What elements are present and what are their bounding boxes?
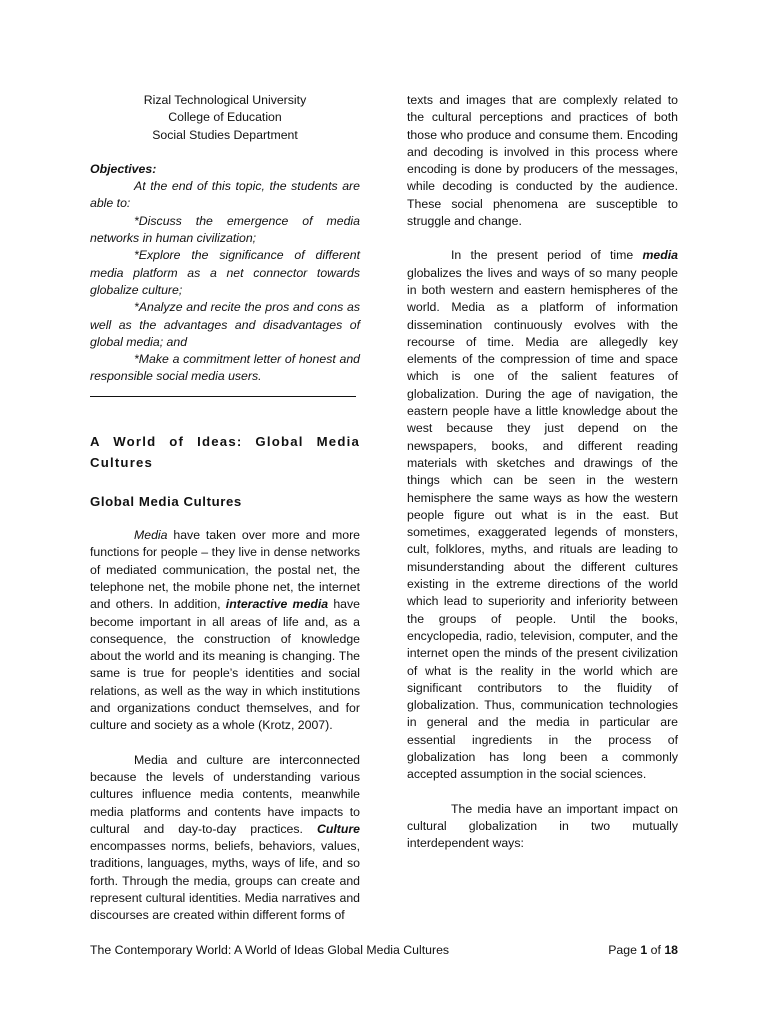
- objective-item: *Explore the significance of different media platform as a net connector towards globalize culture;: [90, 248, 360, 297]
- paragraph-culture-continued: texts and images that are complexly related to the cultural perceptions and practices of both those who produce and consume them. Encoding and decoding is involved in this process where encoding is done by producers of the messages, while decoding is conducted by the audience. These social phenomena are susceptible to struggle and change.: [407, 93, 678, 229]
- objective-item: *Discuss the emergence of media networks in human civilization;: [90, 213, 360, 246]
- page-footer: [90, 943, 678, 957]
- objectives-heading: Objectives:: [90, 161, 157, 176]
- college-name: College of Education: [168, 110, 282, 125]
- term-media: Media: [134, 528, 168, 543]
- divider-line: [90, 396, 356, 397]
- paragraph-culture: Media and culture are interconnected because the levels of understanding various cultures influence media contents, meanwhile media platforms and contents have impacts to cultural and day-to-day practices. Culture encompasses norms, beliefs, behaviors, values, traditions, languages, myths, ways of life, and so forth. Through the media, groups can create and represent cultural identities. Media narratives and discourses are created within different forms of: [90, 752, 360, 923]
- term-culture: Culture: [316, 821, 360, 836]
- university-name: Rizal Technological University: [143, 93, 307, 107]
- paragraph-present-period: In the present period of time media globalizes the lives and ways of so many people in both western and eastern hemispheres of the world. Media as a platform of information dissemination continuously evolves with the recourse of time. Media are allegedly key elements of the compression of time and space which is one of the salient features of globalization. During the age of navigation, the eastern people have a little knowledge about the west because they just depend on the newspapers, books, and different reading materials with sketches and drawings of the things which can be seen in the western hemisphere the same ways as how the western people figure out what is in the east. But sometimes, exaggerated legends of monsters, cult, folklores, myths, and rituals are leading to misunderstanding about the different cultures existing in the extreme directions of the world which lead to superiority and inferiority between the groups of people. Until the books, encyclopedia, radio, television, computer, and the internet open the minds of the present civilization of what is the reality in the world which are significant contributors to the fluidity of globalization. Thus, communication technologies in general and the media in particular are essential ingredients in the process of globalization has long been a commonly accepted assumption in the social sciences.: [407, 248, 678, 782]
- paragraph-impact: The media have an important impact on cultural globalization in two mutually interdependent ways:: [407, 801, 678, 851]
- left-column: [90, 92, 360, 925]
- term-interactive-media: interactive media: [225, 597, 329, 612]
- objective-item: *Make a commitment letter of honest and responsible social media users.: [90, 352, 360, 384]
- term-media-present: media: [642, 248, 678, 263]
- footer-title: The Contemporary World: A World of Ideas Global Media Cultures: [90, 943, 450, 957]
- section-title: A World of Ideas: Global Media Cultures: [90, 433, 360, 470]
- subsection-title: Global Media Cultures: [90, 493, 242, 509]
- paragraph-media: Media have taken over more and more functions for people – they live in dense networks of mediated communication, the postal net, the telephone net, the mobile phone net, the internet and others. In addition, interactive media have become important in all areas of life and, as a consequence, the construction of knowledge about the world and its meaning is changing. The same is true for people’s identities and social relations, as well as the way in which institutions and organizations conduct themselves, and for culture and society as a whole (Krotz, 2007).: [90, 528, 360, 733]
- right-column: [407, 92, 678, 852]
- department-name: Social Studies Department: [152, 127, 298, 142]
- page-number: Page 1 of 18: [608, 943, 678, 957]
- objectives-intro: At the end of this topic, the students are able to:: [90, 179, 360, 211]
- objective-item: *Analyze and recite the pros and cons as well as the advantages and disadvantages of global media; and: [90, 300, 360, 349]
